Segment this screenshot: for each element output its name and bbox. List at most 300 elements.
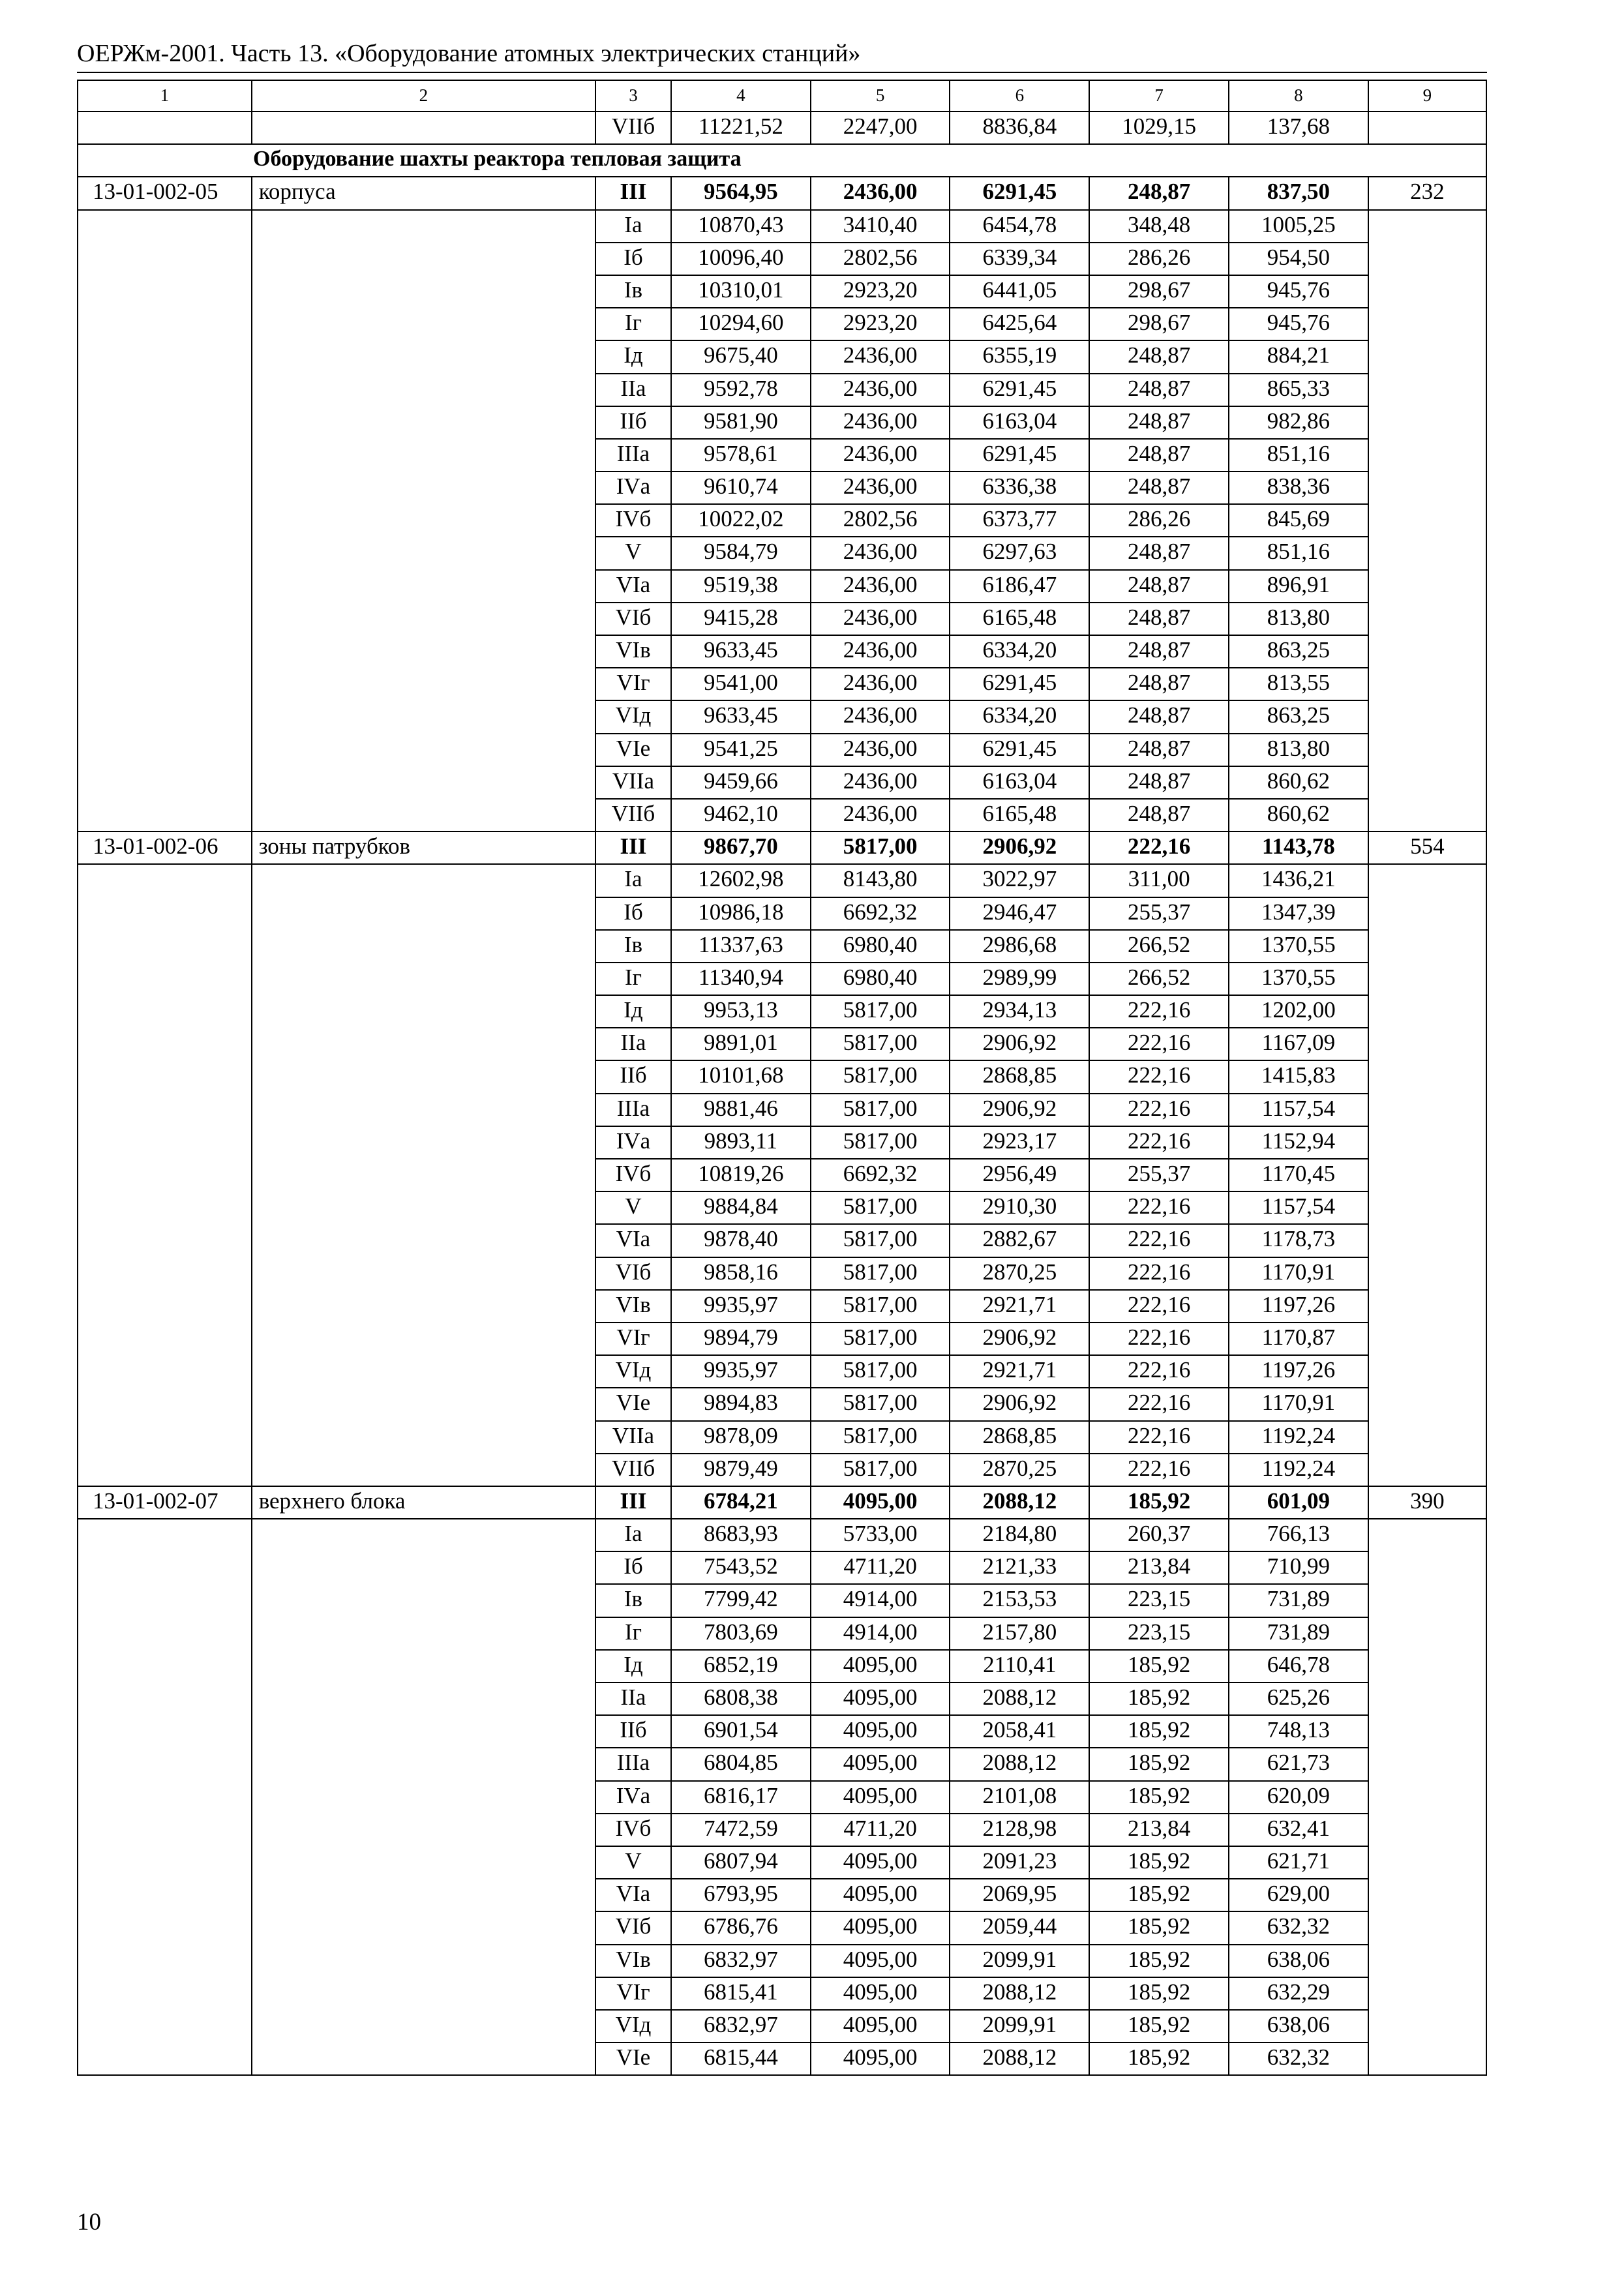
value-cell: 632,32 — [1229, 2042, 1368, 2075]
table-row — [78, 1191, 1486, 1224]
name-cell — [252, 1421, 595, 1454]
value-cell: 1157,54 — [1229, 1094, 1368, 1126]
code-cell — [78, 1224, 252, 1257]
extra-cell — [1368, 1911, 1486, 1944]
section-title: Оборудование шахты реактора тепловая защита — [78, 144, 1486, 177]
column-number: 1 — [78, 80, 252, 112]
value-cell: 266,52 — [1089, 963, 1229, 995]
value-cell: 222,16 — [1089, 1355, 1229, 1388]
name-cell — [252, 930, 595, 963]
code-cell — [78, 340, 252, 373]
code-cell — [78, 635, 252, 668]
value-cell: 6425,64 — [950, 308, 1089, 340]
value-cell: 248,87 — [1089, 635, 1229, 668]
extra-cell — [1368, 537, 1486, 569]
zone-cell: VIIб — [595, 799, 671, 831]
value-cell: 2436,00 — [811, 471, 950, 504]
value-cell: 2956,49 — [950, 1159, 1089, 1191]
section-header-row — [78, 144, 1486, 177]
value-cell: 9878,09 — [671, 1421, 811, 1454]
value-cell: 2882,67 — [950, 1224, 1089, 1257]
table-row — [78, 1454, 1486, 1486]
column-number: 7 — [1089, 80, 1229, 112]
code-cell — [78, 1748, 252, 1780]
zone-cell: IVб — [595, 504, 671, 537]
table-row — [78, 308, 1486, 340]
value-cell: 5817,00 — [811, 1028, 950, 1060]
extra-cell — [1368, 112, 1486, 144]
extra-value: 554 — [1368, 831, 1486, 864]
extra-cell — [1368, 1191, 1486, 1224]
value-cell: 4095,00 — [811, 2042, 950, 2075]
value-cell: 2868,85 — [950, 1060, 1089, 1093]
value-cell: 5817,00 — [811, 1421, 950, 1454]
value-cell: 286,26 — [1089, 243, 1229, 275]
value-cell: 9633,45 — [671, 635, 811, 668]
value-cell: 11337,63 — [671, 930, 811, 963]
table-row — [78, 668, 1486, 700]
name-cell — [252, 1290, 595, 1323]
value-cell: 982,86 — [1229, 406, 1368, 439]
value-cell: 10101,68 — [671, 1060, 811, 1093]
value-cell: 7799,42 — [671, 1584, 811, 1617]
value-cell: 248,87 — [1089, 799, 1229, 831]
table-row — [78, 537, 1486, 569]
code-cell — [78, 1290, 252, 1323]
column-number: 4 — [671, 80, 811, 112]
name-cell — [252, 1911, 595, 1944]
value-cell: 9459,66 — [671, 766, 811, 799]
value-cell: 2436,00 — [811, 799, 950, 831]
code-cell — [78, 1617, 252, 1650]
value-cell: 222,16 — [1089, 1126, 1229, 1159]
value-cell: 2923,20 — [811, 275, 950, 308]
value-cell: 185,92 — [1089, 1715, 1229, 1748]
rate-code: 13-01-002-06 — [78, 831, 252, 864]
extra-cell — [1368, 1879, 1486, 1911]
value-cell: 1370,55 — [1229, 963, 1368, 995]
value-cell: 4095,00 — [811, 1911, 950, 1944]
item-name: зоны патрубков — [252, 831, 595, 864]
zone-cell: Iб — [595, 1551, 671, 1584]
value-cell: 185,92 — [1089, 1977, 1229, 2010]
value-cell: 2436,00 — [811, 374, 950, 406]
name-cell — [252, 340, 595, 373]
value-cell: 2121,33 — [950, 1551, 1089, 1584]
name-cell — [252, 1977, 595, 2010]
table-row — [78, 603, 1486, 635]
code-cell — [78, 734, 252, 766]
code-cell — [78, 1060, 252, 1093]
value-cell: 621,71 — [1229, 1846, 1368, 1879]
value-cell: 5817,00 — [811, 1224, 950, 1257]
name-cell — [252, 504, 595, 537]
code-cell — [78, 1781, 252, 1814]
value-cell: 1005,25 — [1229, 210, 1368, 243]
table-row — [78, 1846, 1486, 1879]
name-cell — [252, 570, 595, 603]
value-cell: 638,06 — [1229, 1945, 1368, 1977]
extra-cell — [1368, 1290, 1486, 1323]
extra-cell — [1368, 1028, 1486, 1060]
extra-cell — [1368, 374, 1486, 406]
name-cell — [252, 1683, 595, 1715]
zone-cell: III — [595, 831, 671, 864]
table-row — [78, 1094, 1486, 1126]
value-cell: 2906,92 — [950, 1028, 1089, 1060]
code-cell — [78, 2010, 252, 2042]
column-number: 8 — [1229, 80, 1368, 112]
value-cell: 2906,92 — [950, 1094, 1089, 1126]
extra-cell — [1368, 700, 1486, 733]
value-cell: 9879,49 — [671, 1454, 811, 1486]
value-cell: 9935,97 — [671, 1290, 811, 1323]
extra-cell — [1368, 995, 1486, 1028]
table-row — [78, 1879, 1486, 1911]
value-cell: 6163,04 — [950, 766, 1089, 799]
zone-cell: IIб — [595, 1060, 671, 1093]
extra-cell — [1368, 1126, 1486, 1159]
name-cell — [252, 1846, 595, 1879]
zone-cell: Iб — [595, 243, 671, 275]
value-cell: 2436,00 — [811, 766, 950, 799]
name-cell — [252, 766, 595, 799]
value-cell: 1152,94 — [1229, 1126, 1368, 1159]
value-cell: 311,00 — [1089, 864, 1229, 897]
code-cell — [78, 1650, 252, 1683]
value-cell: 222,16 — [1089, 995, 1229, 1028]
column-number: 6 — [950, 80, 1089, 112]
value-cell: 884,21 — [1229, 340, 1368, 373]
value-cell: 2069,95 — [950, 1879, 1089, 1911]
table-row — [78, 1388, 1486, 1420]
name-cell — [252, 1126, 595, 1159]
value-cell: 2088,12 — [950, 2042, 1089, 2075]
zone-cell: Iд — [595, 1650, 671, 1683]
value-cell: 348,48 — [1089, 210, 1229, 243]
table-row — [78, 439, 1486, 471]
extra-cell — [1368, 1060, 1486, 1093]
value-cell: 222,16 — [1089, 1388, 1229, 1420]
name-cell — [252, 308, 595, 340]
value-cell: 6334,20 — [950, 635, 1089, 668]
value-cell: 6692,32 — [811, 897, 950, 930]
extra-cell — [1368, 1388, 1486, 1420]
zone-cell: VIIб — [595, 112, 671, 144]
extra-cell — [1368, 1683, 1486, 1715]
table-row — [78, 471, 1486, 504]
value-cell: 6980,40 — [811, 963, 950, 995]
code-cell — [78, 1814, 252, 1846]
code-cell — [78, 1191, 252, 1224]
table-row — [78, 1748, 1486, 1780]
value-cell: 222,16 — [1089, 1257, 1229, 1290]
value-cell: 9953,13 — [671, 995, 811, 1028]
zone-cell: VIв — [595, 635, 671, 668]
column-number: 5 — [811, 80, 950, 112]
value-cell: 1157,54 — [1229, 1191, 1368, 1224]
table-row — [78, 1945, 1486, 1977]
name-cell — [252, 1650, 595, 1683]
name-cell — [252, 275, 595, 308]
value-cell: 248,87 — [1089, 406, 1229, 439]
value-cell: 813,80 — [1229, 603, 1368, 635]
table-row — [78, 995, 1486, 1028]
extra-cell — [1368, 2042, 1486, 2075]
value-cell: 6454,78 — [950, 210, 1089, 243]
value-cell: 213,84 — [1089, 1551, 1229, 1584]
extra-cell — [1368, 603, 1486, 635]
value-cell: 9415,28 — [671, 603, 811, 635]
value-cell: 2088,12 — [950, 1486, 1089, 1519]
table-row — [78, 635, 1486, 668]
code-cell — [78, 439, 252, 471]
name-cell — [252, 439, 595, 471]
code-cell — [78, 374, 252, 406]
value-cell: 1197,26 — [1229, 1290, 1368, 1323]
zone-cell: VIIа — [595, 1421, 671, 1454]
zone-cell: Iв — [595, 1584, 671, 1617]
value-cell: 6291,45 — [950, 734, 1089, 766]
code-cell — [78, 700, 252, 733]
extra-cell — [1368, 340, 1486, 373]
value-cell: 2802,56 — [811, 243, 950, 275]
zone-cell: VIб — [595, 1257, 671, 1290]
table-row — [78, 243, 1486, 275]
value-cell: 5817,00 — [811, 1388, 950, 1420]
value-cell: 222,16 — [1089, 1421, 1229, 1454]
zone-cell: VIд — [595, 2010, 671, 2042]
value-cell: 9578,61 — [671, 439, 811, 471]
code-cell — [78, 897, 252, 930]
table-row — [78, 897, 1486, 930]
value-cell: 11221,52 — [671, 112, 811, 144]
value-cell: 1170,91 — [1229, 1257, 1368, 1290]
value-cell: 10870,43 — [671, 210, 811, 243]
code-cell — [78, 1094, 252, 1126]
value-cell: 5817,00 — [811, 1257, 950, 1290]
value-cell: 9891,01 — [671, 1028, 811, 1060]
name-cell — [252, 1224, 595, 1257]
value-cell: 4914,00 — [811, 1617, 950, 1650]
value-cell: 4095,00 — [811, 1650, 950, 1683]
code-cell — [78, 1584, 252, 1617]
value-cell: 3410,40 — [811, 210, 950, 243]
extra-cell — [1368, 1421, 1486, 1454]
code-cell — [78, 406, 252, 439]
value-cell: 2946,47 — [950, 897, 1089, 930]
value-cell: 860,62 — [1229, 799, 1368, 831]
value-cell: 6334,20 — [950, 700, 1089, 733]
value-cell: 625,26 — [1229, 1683, 1368, 1715]
extra-cell — [1368, 1781, 1486, 1814]
value-cell: 222,16 — [1089, 1191, 1229, 1224]
value-cell: 6804,85 — [671, 1748, 811, 1780]
value-cell: 298,67 — [1089, 308, 1229, 340]
value-cell: 6355,19 — [950, 340, 1089, 373]
document-header: ОЕРЖм-2001. Часть 13. «Оборудование атомных электрических станций» — [77, 40, 861, 67]
extra-value: 390 — [1368, 1486, 1486, 1519]
value-cell: 9893,11 — [671, 1126, 811, 1159]
value-cell: 248,87 — [1089, 603, 1229, 635]
name-cell — [252, 1584, 595, 1617]
value-cell: 7472,59 — [671, 1814, 811, 1846]
code-cell — [78, 243, 252, 275]
extra-cell — [1368, 439, 1486, 471]
value-cell: 863,25 — [1229, 700, 1368, 733]
value-cell: 9564,95 — [671, 177, 811, 209]
code-cell — [78, 275, 252, 308]
value-cell: 9881,46 — [671, 1094, 811, 1126]
value-cell: 213,84 — [1089, 1814, 1229, 1846]
value-cell: 5817,00 — [811, 1454, 950, 1486]
value-cell: 5817,00 — [811, 1290, 950, 1323]
zone-cell: Iг — [595, 1617, 671, 1650]
extra-cell — [1368, 635, 1486, 668]
code-cell — [78, 1519, 252, 1551]
code-cell — [78, 1715, 252, 1748]
code-cell — [78, 995, 252, 1028]
value-cell: 2436,00 — [811, 700, 950, 733]
value-cell: 6441,05 — [950, 275, 1089, 308]
value-cell: 9878,40 — [671, 1224, 811, 1257]
value-cell: 248,87 — [1089, 439, 1229, 471]
name-cell — [252, 668, 595, 700]
name-cell — [252, 1814, 595, 1846]
value-cell: 5817,00 — [811, 1355, 950, 1388]
table-row — [78, 700, 1486, 733]
value-cell: 1170,91 — [1229, 1388, 1368, 1420]
value-cell: 6692,32 — [811, 1159, 950, 1191]
extra-cell — [1368, 1584, 1486, 1617]
value-cell: 4095,00 — [811, 1486, 950, 1519]
value-cell: 2128,98 — [950, 1814, 1089, 1846]
value-cell: 4095,00 — [811, 1715, 950, 1748]
table-row — [78, 1355, 1486, 1388]
value-cell: 9592,78 — [671, 374, 811, 406]
value-cell: 2436,00 — [811, 537, 950, 569]
value-cell: 2870,25 — [950, 1257, 1089, 1290]
zone-cell: VIе — [595, 2042, 671, 2075]
table-row — [78, 1486, 1486, 1519]
extra-cell — [1368, 799, 1486, 831]
value-cell: 6816,17 — [671, 1781, 811, 1814]
extra-cell — [1368, 897, 1486, 930]
value-cell: 9935,97 — [671, 1355, 811, 1388]
table-row — [78, 504, 1486, 537]
value-cell: 2436,00 — [811, 635, 950, 668]
value-cell: 2088,12 — [950, 1683, 1089, 1715]
value-cell: 4095,00 — [811, 1748, 950, 1780]
name-cell — [252, 1191, 595, 1224]
code-cell — [78, 504, 252, 537]
value-cell: 4095,00 — [811, 1945, 950, 1977]
extra-cell — [1368, 864, 1486, 897]
zone-cell: VIв — [595, 1945, 671, 1977]
extra-cell — [1368, 210, 1486, 243]
name-cell — [252, 799, 595, 831]
value-cell: 6832,97 — [671, 1945, 811, 1977]
table-row — [78, 1060, 1486, 1093]
value-cell: 838,36 — [1229, 471, 1368, 504]
value-cell: 222,16 — [1089, 1060, 1229, 1093]
extra-cell — [1368, 1945, 1486, 1977]
value-cell: 4095,00 — [811, 1683, 950, 1715]
name-cell — [252, 1257, 595, 1290]
value-cell: 185,92 — [1089, 1650, 1229, 1683]
value-cell: 945,76 — [1229, 275, 1368, 308]
code-cell — [78, 1911, 252, 1944]
value-cell: 731,89 — [1229, 1584, 1368, 1617]
value-cell: 6808,38 — [671, 1683, 811, 1715]
value-cell: 9675,40 — [671, 340, 811, 373]
name-cell — [252, 2042, 595, 2075]
zone-cell: IIIа — [595, 1094, 671, 1126]
table-row — [78, 1323, 1486, 1355]
value-cell: 222,16 — [1089, 1454, 1229, 1486]
table-row — [78, 570, 1486, 603]
value-cell: 6832,97 — [671, 2010, 811, 2042]
value-cell: 6297,63 — [950, 537, 1089, 569]
value-cell: 9610,74 — [671, 471, 811, 504]
value-cell: 2921,71 — [950, 1290, 1089, 1323]
extra-cell — [1368, 963, 1486, 995]
zone-cell: Iг — [595, 963, 671, 995]
name-cell — [252, 112, 595, 144]
extra-cell — [1368, 1519, 1486, 1551]
extra-cell — [1368, 1748, 1486, 1780]
table-row — [78, 1977, 1486, 2010]
value-cell: 6980,40 — [811, 930, 950, 963]
value-cell: 6373,77 — [950, 504, 1089, 537]
table-row — [78, 406, 1486, 439]
value-cell: 7543,52 — [671, 1551, 811, 1584]
value-cell: 837,50 — [1229, 177, 1368, 209]
extra-cell — [1368, 471, 1486, 504]
value-cell: 6291,45 — [950, 177, 1089, 209]
table-row — [78, 1911, 1486, 1944]
code-cell — [78, 603, 252, 635]
value-cell: 223,15 — [1089, 1617, 1229, 1650]
value-cell: 6339,34 — [950, 243, 1089, 275]
value-cell: 731,89 — [1229, 1617, 1368, 1650]
value-cell: 2921,71 — [950, 1355, 1089, 1388]
extra-cell — [1368, 275, 1486, 308]
table-row — [78, 799, 1486, 831]
table-row — [78, 1028, 1486, 1060]
value-cell: 2099,91 — [950, 1945, 1089, 1977]
extra-cell — [1368, 1650, 1486, 1683]
code-cell — [78, 1159, 252, 1191]
name-cell — [252, 700, 595, 733]
value-cell: 1415,83 — [1229, 1060, 1368, 1093]
zone-cell: IVб — [595, 1159, 671, 1191]
value-cell: 5817,00 — [811, 1126, 950, 1159]
value-cell: 2436,00 — [811, 439, 950, 471]
name-cell — [252, 1715, 595, 1748]
table-row — [78, 340, 1486, 373]
value-cell: 185,92 — [1089, 1879, 1229, 1911]
zone-cell: Iа — [595, 1519, 671, 1551]
extra-cell — [1368, 1323, 1486, 1355]
value-cell: 2868,85 — [950, 1421, 1089, 1454]
zone-cell: VIIа — [595, 766, 671, 799]
item-name: верхнего блока — [252, 1486, 595, 1519]
name-cell — [252, 1617, 595, 1650]
extra-cell — [1368, 504, 1486, 537]
value-cell: 6784,21 — [671, 1486, 811, 1519]
zone-cell: VIе — [595, 734, 671, 766]
